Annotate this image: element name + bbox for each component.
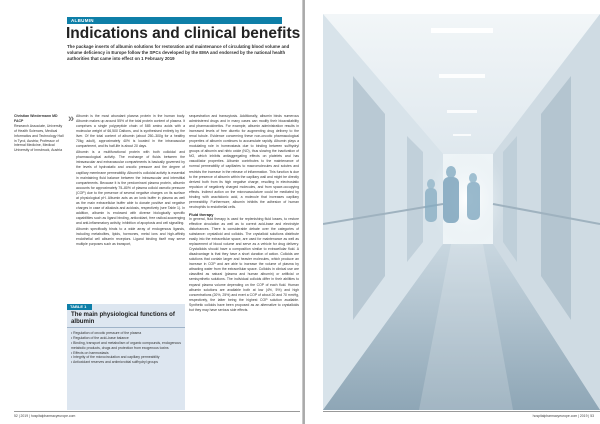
list-item: • Binding, transport and metabolism of organic compounds, endogenous metabolic products, drugs and protection from exogenous toxins [71,341,181,350]
list-item: • Regulation of oncotic pressure of the plasma [71,331,142,336]
paragraph: Albumin is the most abundant plasma protein in the human body. Albumin makes up around 55% of the total protein content of plasma. It comprises a single polypeptide chain of 585 amino acids with a molecular weight of 66,500 Daltons, and is synthesised entirely by the liver. Of the total content of albumin (about 250–300g for a healthy 70kg adult), approximately 40% is located in the intravascular compartment, and its half-life is about 20 days. [76,114,185,149]
fluid-therapy-heading: Fluid therapy [189,211,214,217]
body-column-2 [189,114,299,412]
article-title: Indications and clinical benefits [66,25,301,42]
table-list [67,328,185,364]
list-item: • Effects on haemostasis [71,350,109,355]
standfirst: The package inserts of albumin solutions for restoration and maintenance of circulating blood volume and volume deficiency in Europe follow the SPCs developed by the EMA and endorsed by the national health authorities that came into effect on 1 February 2019 [67,44,290,62]
body-column-1 [76,114,185,302]
paragraph: In general, fluid therapy is used for replenishing fluid losses, to restore effective circulation as well as to correct acid-base and electrolyte disturbances. There is considerable debate over the categories of substance: crystalloid and colloids. The crystalloid solutions distribute easily into the extracellular space, are used for maintenance as well as replacement of blood volume and serve as a vehicle for drug delivery. Crystalloids should have a composition similar to extracellular fluid. A disadvantage is that they have a short duration of action. Colloids are solutions that contain larger and heavier molecules, which produce an increase in COP and are able to increase the volume of plasma by attracting water from the extracellular space. Colloids in clinical use are classified as natural (plasma and human albumin) or artificial or semisynthetic solutions. The individual colloids differ in their abilities to expand plasma volume depending on the COP of each fluid. Human albumin solutions are available both at low (4%, 5%) and high concentrations (20%, 25%) and exert a COP of about 20 and 70 mmHg, respectively, the latter being the highest COP solution available. Synthetic colloids have been proposed as an alternative to crystalloids but they may have serious side effects. [189,216,299,312]
author-name: Christian Wiedermann MD FACP [14,114,58,123]
chevron-icon: » [68,113,75,125]
hospital-corridor-photo [323,14,600,410]
author-block [14,114,66,153]
paragraph: Albumin is a multifunctional protein with both colloidal and pharmacological activity. The exchange of fluids between the intravascular and extravascular compartments is basically governed by the levels of hydrostatic and oncotic pressure and the degree of capillary membrane permeability. Albumin's colloidal activity is essential in maintaining fluid balance between the intravascular and interstitial compartments. Because it is the predominant plasma protein, albumin accounts for approximately 75–80% of plasma colloid osmotic pressure (COP) due to the presence of several negative charges on its surface at physiological pH. Albumin acts as an ionic buffer in plasma as well as the main extracellular buffer able to donate positive and negative charges in case of alkalosis and acidosis, respectively (see Table 1). In addition, albumin is endowed with diverse biologically specific capabilities such as ligand binding, antioxidant, free radical-scavenging and anti-inflammatory activity, inhibition of apoptosis and cell signalling. [76,150,185,225]
corridor-illustration [323,14,600,410]
folio-right: hospitalpharmacyeurope.com | 2019 | 53 [532,414,594,418]
list-item: • Antioxidant reserves and antimicrobial sulfhydryl groups [71,360,158,365]
paragraph: sequestration and transcytosis. Additionally, albumin binds numerous administered drugs and in many cases can modify their bioavailability and pharmacokinetics. For example, albumin administration results in increased levels of free diuretic for augmenting drug delivery to the renal tubule. Evidence concerning these non-oncotic pharmacological properties of albumin continues to accumulate rapidly. Albumin plays a modulating role in homeostasis due to binding between sulfhydryl groups of albumin and nitric oxide (NO), thus slowing the inactivation of NO, which inhibits antiaggregating effects on platelets and has vasodilator properties. Albumin contributes to the maintenance of normal permeability of capillaries to macromolecules and solutes and restricts the increase in the release of inflammation. This function is due to the presence of albumin within the capillary wall and might be directly derived both from its high negative charge, resulting in electrostatic repulsion of negatively charged molecules, and from space-occupying effects. Indirect action on the microvasculature could be mediated by binding with arachidonic acid, a molecule that increases capillary permeability. Furthermore, albumin inhibits the adhesion of human neutrophils to endothelial cells. [189,114,299,209]
table-title: The main physiological functions of albumin [67,310,185,328]
author-bio: Research Associate, University of Health Sciences, Medical Informatics and Technology Hall in Tyrol, Austria; Professor of Internal Medicine, Medical University of Innsbruck, Austria [14,123,64,153]
folio-left: 52 | 2019 | hospitalpharmacyeurope.com [14,414,76,418]
right-page [305,0,600,424]
footer-rule [14,411,300,412]
table-1-box [67,304,185,410]
list-item: • Regulation of the acid–base balance [71,336,129,341]
footer-rule [323,411,600,412]
table-tag: TABLE 1 [67,304,92,310]
list-item: • Integrity of the microcirculation and capillary permeability [71,355,160,360]
section-tag: ALBUMIN [67,17,282,24]
paragraph: Albumin specifically binds to a wide array of endogenous ligands, including metabolites, lipids, hormones, metal ions and high-affinity endothelial cell albumin receptors. Ligand binding itself may serve multiple purposes such as transport, [76,227,185,247]
